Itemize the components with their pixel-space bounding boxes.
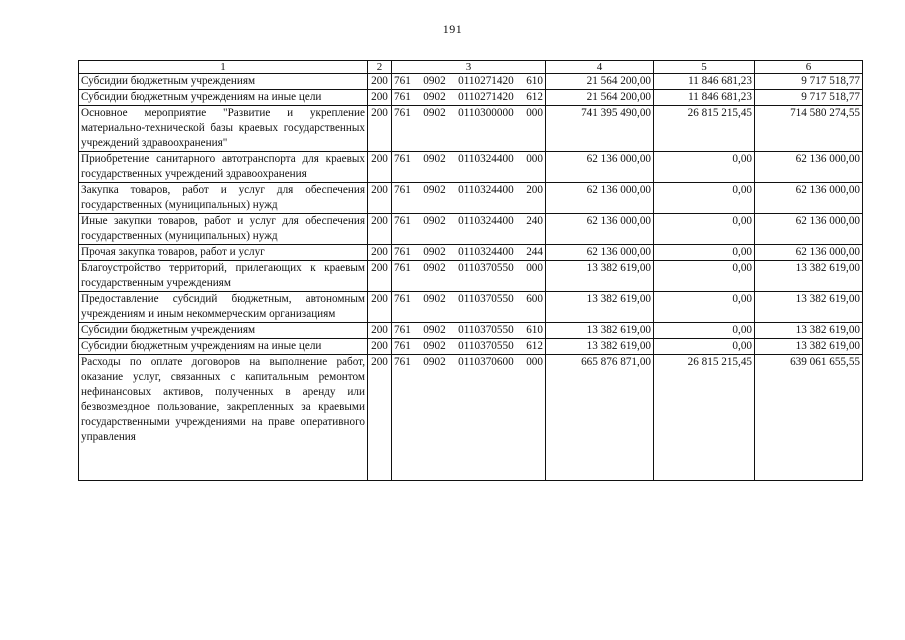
code-admin: 761 bbox=[394, 356, 411, 368]
code-admin: 761 bbox=[394, 340, 411, 352]
code-section: 0902 bbox=[423, 356, 446, 368]
code-target-article: 0110370550 bbox=[458, 293, 514, 305]
row-description: Прочая закупка товаров, работ и услуг bbox=[79, 245, 368, 261]
row-line-code: 200 bbox=[368, 152, 392, 183]
code-target-article: 0110370550 bbox=[458, 340, 514, 352]
row-approved-amount: 13 382 619,00 bbox=[546, 323, 654, 339]
row-line-code: 200 bbox=[368, 355, 392, 481]
page-number: 191 bbox=[442, 22, 463, 36]
code-admin: 761 bbox=[394, 75, 411, 87]
code-target-article: 0110300000 bbox=[458, 107, 514, 119]
code-section: 0902 bbox=[423, 293, 446, 305]
row-remaining-amount: 62 136 000,00 bbox=[755, 245, 863, 261]
row-line-code: 200 bbox=[368, 183, 392, 214]
column-header: 6 bbox=[755, 61, 863, 74]
row-description: Иные закупки товаров, работ и услуг для обеспечения государственных (муниципальных) нужд bbox=[79, 214, 368, 245]
table-row bbox=[79, 74, 863, 90]
table-row bbox=[79, 245, 863, 261]
row-approved-amount: 62 136 000,00 bbox=[546, 245, 654, 261]
row-budget-code bbox=[392, 355, 546, 481]
code-target-article: 0110370550 bbox=[458, 262, 514, 274]
row-executed-amount: 0,00 bbox=[654, 261, 755, 292]
row-approved-amount: 13 382 619,00 bbox=[546, 261, 654, 292]
code-expense-type: 200 bbox=[526, 184, 543, 196]
row-description: Благоустройство территорий, прилегающих к краевым государственным учреждениям bbox=[79, 261, 368, 292]
row-description: Предоставление субсидий бюджетным, автономным учреждениям и иным некоммерческим организациям bbox=[79, 292, 368, 323]
budget-code-parts bbox=[394, 292, 543, 307]
row-remaining-amount: 9 717 518,77 bbox=[755, 74, 863, 90]
row-remaining-amount: 13 382 619,00 bbox=[755, 323, 863, 339]
code-admin: 761 bbox=[394, 107, 411, 119]
code-expense-type: 000 bbox=[526, 107, 543, 119]
code-admin: 761 bbox=[394, 153, 411, 165]
row-budget-code bbox=[392, 74, 546, 90]
code-expense-type: 000 bbox=[526, 153, 543, 165]
table-row bbox=[79, 90, 863, 106]
row-budget-code bbox=[392, 245, 546, 261]
row-remaining-amount: 13 382 619,00 bbox=[755, 292, 863, 323]
code-section: 0902 bbox=[423, 153, 446, 165]
code-expense-type: 240 bbox=[526, 215, 543, 227]
row-budget-code bbox=[392, 261, 546, 292]
row-budget-code bbox=[392, 106, 546, 152]
code-target-article: 0110271420 bbox=[458, 75, 514, 87]
row-line-code: 200 bbox=[368, 245, 392, 261]
row-line-code: 200 bbox=[368, 261, 392, 292]
row-description: Расходы по оплате договоров на выполнение работ, оказание услуг, связанных с капитальным ремонтом нефинансовых активов, полученных в аренду или безвозмездное пользование, закрепленных за краевыми государственными учреждениями на праве оперативного управления bbox=[79, 355, 368, 481]
row-line-code: 200 bbox=[368, 323, 392, 339]
code-admin: 761 bbox=[394, 324, 411, 336]
budget-code-parts bbox=[394, 323, 543, 338]
code-section: 0902 bbox=[423, 340, 446, 352]
row-remaining-amount: 13 382 619,00 bbox=[755, 261, 863, 292]
row-line-code: 200 bbox=[368, 74, 392, 90]
column-header: 3 bbox=[392, 61, 546, 74]
code-admin: 761 bbox=[394, 215, 411, 227]
code-section: 0902 bbox=[423, 262, 446, 274]
code-expense-type: 612 bbox=[526, 91, 543, 103]
code-target-article: 0110324400 bbox=[458, 153, 514, 165]
code-section: 0902 bbox=[423, 324, 446, 336]
table-row bbox=[79, 106, 863, 152]
row-approved-amount: 13 382 619,00 bbox=[546, 292, 654, 323]
row-executed-amount: 0,00 bbox=[654, 152, 755, 183]
row-executed-amount: 26 815 215,45 bbox=[654, 355, 755, 481]
row-approved-amount: 665 876 871,00 bbox=[546, 355, 654, 481]
row-approved-amount: 741 395 490,00 bbox=[546, 106, 654, 152]
budget-code-parts bbox=[394, 74, 543, 89]
row-line-code: 200 bbox=[368, 106, 392, 152]
budget-code-parts bbox=[394, 152, 543, 167]
budget-code-parts bbox=[394, 245, 543, 260]
row-executed-amount: 0,00 bbox=[654, 292, 755, 323]
row-line-code: 200 bbox=[368, 339, 392, 355]
table-row bbox=[79, 355, 863, 481]
code-expense-type: 000 bbox=[526, 356, 543, 368]
budget-code-parts bbox=[394, 339, 543, 354]
table-row bbox=[79, 323, 863, 339]
row-executed-amount: 11 846 681,23 bbox=[654, 90, 755, 106]
row-description: Субсидии бюджетным учреждениям bbox=[79, 323, 368, 339]
row-executed-amount: 0,00 bbox=[654, 183, 755, 214]
row-executed-amount: 0,00 bbox=[654, 245, 755, 261]
row-remaining-amount: 62 136 000,00 bbox=[755, 183, 863, 214]
budget-code-parts bbox=[394, 90, 543, 105]
code-target-article: 0110324400 bbox=[458, 246, 514, 258]
row-budget-code bbox=[392, 183, 546, 214]
row-remaining-amount: 62 136 000,00 bbox=[755, 214, 863, 245]
row-remaining-amount: 13 382 619,00 bbox=[755, 339, 863, 355]
table-row bbox=[79, 214, 863, 245]
column-header: 4 bbox=[546, 61, 654, 74]
code-section: 0902 bbox=[423, 246, 446, 258]
code-admin: 761 bbox=[394, 293, 411, 305]
row-executed-amount: 26 815 215,45 bbox=[654, 106, 755, 152]
code-admin: 761 bbox=[394, 91, 411, 103]
code-target-article: 0110324400 bbox=[458, 215, 514, 227]
row-line-code: 200 bbox=[368, 90, 392, 106]
code-target-article: 0110324400 bbox=[458, 184, 514, 196]
row-description: Субсидии бюджетным учреждениям на иные цели bbox=[79, 339, 368, 355]
row-budget-code bbox=[392, 292, 546, 323]
row-line-code: 200 bbox=[368, 214, 392, 245]
code-admin: 761 bbox=[394, 246, 411, 258]
table-body bbox=[79, 74, 863, 481]
row-approved-amount: 21 564 200,00 bbox=[546, 90, 654, 106]
header-row bbox=[79, 61, 863, 74]
code-expense-type: 000 bbox=[526, 262, 543, 274]
row-remaining-amount: 639 061 655,55 bbox=[755, 355, 863, 481]
column-header: 5 bbox=[654, 61, 755, 74]
row-line-code: 200 bbox=[368, 292, 392, 323]
row-executed-amount: 0,00 bbox=[654, 323, 755, 339]
row-budget-code bbox=[392, 323, 546, 339]
budget-code-parts bbox=[394, 261, 543, 276]
column-header: 1 bbox=[79, 61, 368, 74]
budget-code-parts bbox=[394, 355, 543, 370]
table-row bbox=[79, 152, 863, 183]
code-section: 0902 bbox=[423, 75, 446, 87]
budget-code-parts bbox=[394, 214, 543, 229]
code-expense-type: 244 bbox=[526, 246, 543, 258]
code-target-article: 0110271420 bbox=[458, 91, 514, 103]
table-row bbox=[79, 292, 863, 323]
row-budget-code bbox=[392, 214, 546, 245]
row-remaining-amount: 9 717 518,77 bbox=[755, 90, 863, 106]
budget-code-parts bbox=[394, 106, 543, 121]
row-budget-code bbox=[392, 152, 546, 183]
code-section: 0902 bbox=[423, 107, 446, 119]
code-target-article: 0110370550 bbox=[458, 324, 514, 336]
row-approved-amount: 62 136 000,00 bbox=[546, 214, 654, 245]
code-expense-type: 600 bbox=[526, 293, 543, 305]
row-executed-amount: 0,00 bbox=[654, 214, 755, 245]
row-approved-amount: 62 136 000,00 bbox=[546, 152, 654, 183]
code-expense-type: 610 bbox=[526, 75, 543, 87]
code-section: 0902 bbox=[423, 184, 446, 196]
code-expense-type: 610 bbox=[526, 324, 543, 336]
code-admin: 761 bbox=[394, 184, 411, 196]
row-description: Субсидии бюджетным учреждениям bbox=[79, 74, 368, 90]
row-budget-code bbox=[392, 339, 546, 355]
code-section: 0902 bbox=[423, 91, 446, 103]
budget-table bbox=[78, 60, 863, 481]
table-row bbox=[79, 183, 863, 214]
table-row bbox=[79, 261, 863, 292]
row-executed-amount: 11 846 681,23 bbox=[654, 74, 755, 90]
row-description: Закупка товаров, работ и услуг для обеспечения государственных (муниципальных) нужд bbox=[79, 183, 368, 214]
code-expense-type: 612 bbox=[526, 340, 543, 352]
column-header: 2 bbox=[368, 61, 392, 74]
row-approved-amount: 62 136 000,00 bbox=[546, 183, 654, 214]
table-row bbox=[79, 339, 863, 355]
row-description: Основное мероприятие "Развитие и укрепление материально-технической базы краевых государственных учреждений здравоохранения" bbox=[79, 106, 368, 152]
row-description: Субсидии бюджетным учреждениям на иные цели bbox=[79, 90, 368, 106]
code-admin: 761 bbox=[394, 262, 411, 274]
row-approved-amount: 13 382 619,00 bbox=[546, 339, 654, 355]
budget-code-parts bbox=[394, 183, 543, 198]
row-approved-amount: 21 564 200,00 bbox=[546, 74, 654, 90]
code-section: 0902 bbox=[423, 215, 446, 227]
code-target-article: 0110370600 bbox=[458, 356, 514, 368]
row-executed-amount: 0,00 bbox=[654, 339, 755, 355]
row-budget-code bbox=[392, 90, 546, 106]
row-description: Приобретение санитарного автотранспорта для краевых государственных учреждений здравоохранения bbox=[79, 152, 368, 183]
row-remaining-amount: 714 580 274,55 bbox=[755, 106, 863, 152]
row-remaining-amount: 62 136 000,00 bbox=[755, 152, 863, 183]
